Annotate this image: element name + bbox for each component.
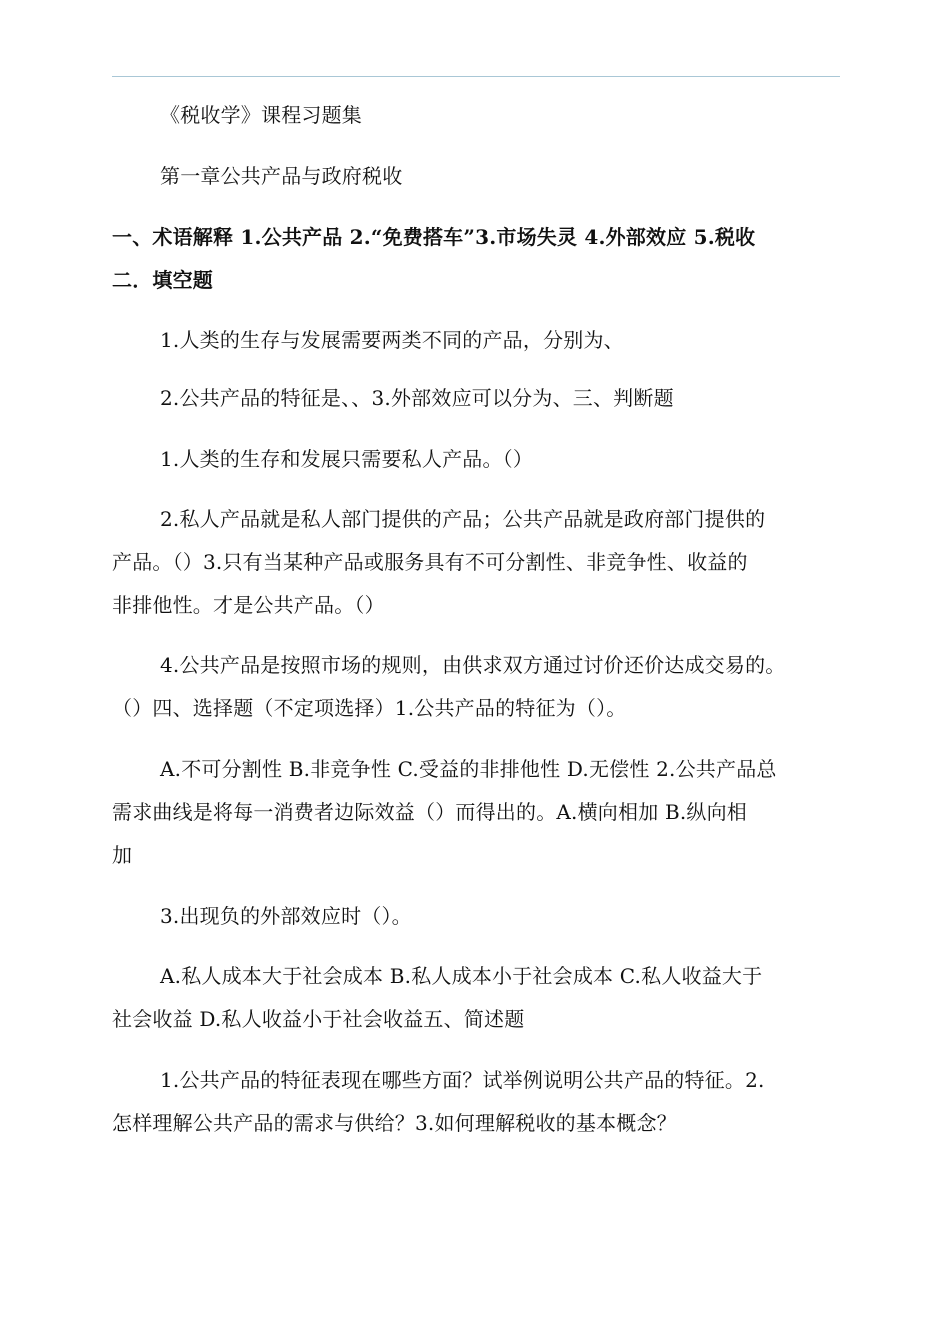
chapter-title: 第一章公共产品与政府税收 — [160, 164, 403, 188]
text-line: 1.人类的生存与发展需要两类不同的产品，分别为、 — [160, 328, 624, 352]
section-fill-blank: 二．填空题 — [112, 268, 213, 292]
text-line: 1.人类的生存和发展只需要私人产品。（） — [160, 447, 534, 471]
text-line: A.不可分割性 B.非竞争性 C.受益的非排他性 D.无偿性 2.公共产品总 — [160, 757, 777, 781]
text-line: 需求曲线是将每一消费者边际效益（）而得出的。A.横向相加 B.纵向相 — [112, 800, 748, 824]
text-line: 社会收益 D.私人收益小于社会收益五、简述题 — [112, 1007, 525, 1031]
text-line: A.私人成本大于社会成本 B.私人成本小于社会成本 C.私人收益大于 — [160, 964, 763, 988]
section-terms: 一、术语解释 1.公共产品 2.“免费搭车”3.市场失灵 4.外部效应 5.税收 — [112, 225, 756, 249]
text-line: 2.私人产品就是私人部门提供的产品；公共产品就是政府部门提供的 — [160, 507, 766, 531]
text-line: 产品。（）3.只有当某种产品或服务具有不可分割性、非竞争性、收益的 — [112, 550, 748, 574]
text-line: 非排他性。才是公共产品。（） — [112, 593, 385, 617]
text-line: 4.公共产品是按照市场的规则，由供求双方通过讨价还价达成交易的。 — [160, 653, 786, 677]
document-title: 《税收学》课程习题集 — [160, 103, 362, 127]
header-divider — [112, 76, 840, 77]
text-line: 怎样理解公共产品的需求与供给？3.如何理解税收的基本概念？ — [112, 1111, 677, 1135]
text-line: （）四、选择题（不定项选择）1.公共产品的特征为（）。 — [112, 696, 627, 720]
text-line: 2.公共产品的特征是、、3.外部效应可以分为、三、判断题 — [160, 386, 674, 410]
text-line: 加 — [112, 843, 133, 867]
text-line: 3.出现负的外部效应时（）。 — [160, 904, 412, 928]
text-line: 1.公共产品的特征表现在哪些方面？试举例说明公共产品的特征。2. — [160, 1068, 765, 1092]
